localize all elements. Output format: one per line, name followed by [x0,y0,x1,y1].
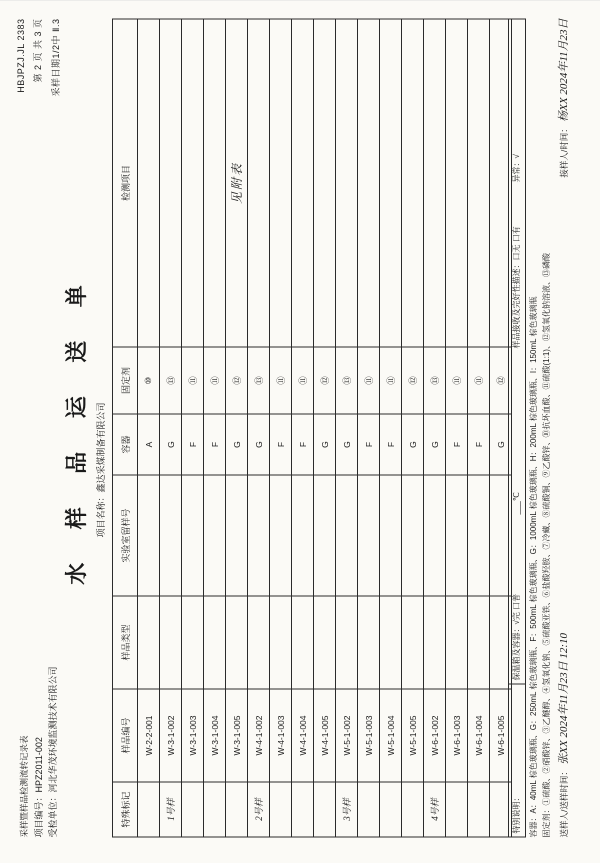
cell-container: G [424,414,446,475]
table-row [402,19,424,837]
cell-sample-no: W-5-1-004 [380,689,402,782]
cell-sample-type [336,596,358,689]
table-row [358,19,380,837]
table-row [204,19,226,837]
cell-sample-type [424,596,446,689]
client-name: 受检单位：河北华茂环境监测技术有限公司 [48,665,58,837]
cell-mark: 3号样 [336,782,358,837]
cell-lab-sample [292,475,314,596]
cell-sample-no: W-5-1-003 [358,689,380,782]
cell-mark: 1号样 [160,782,182,837]
cell-items [248,19,270,347]
cell-items [314,19,336,347]
signature-row [557,18,573,837]
receiver-value: 杨XX 2024年11月23日 [557,18,570,122]
table-row [314,19,336,837]
cell-items [204,19,226,347]
cell-items [138,19,160,347]
cell-lab-sample [138,475,160,596]
cell-fixative: ⑪ [182,347,204,414]
cell-sample-type [468,596,490,689]
table-row [380,19,402,837]
project-code: 项目编号：HPZ2011-002 [34,736,44,837]
record-title: 采样暨样品检测流转记录表 [19,734,29,837]
cell-mark: 4号样 [424,782,446,837]
cell-lab-sample [314,475,336,596]
cell-mark [204,782,226,837]
sample-count-label: 采样日期1/2中 Ⅱ.3 [51,18,61,96]
cell-mark [314,782,336,837]
cell-fixative: ⑪ [358,347,380,414]
cell-fixative: ⑪ [204,347,226,414]
cell-sample-no: W-6-1-005 [490,689,512,782]
sender-label: 送样人/送样时间： [558,766,569,837]
cell-sample-no: W-3-1-004 [204,689,226,782]
table-body [138,19,512,837]
cell-container: G [336,414,358,475]
cell-mark [182,782,204,837]
cell-mark [380,782,402,837]
cell-container: G [314,414,336,475]
table-row [182,19,204,837]
cell-items [380,19,402,347]
cell-items [270,19,292,347]
sender-block [557,632,573,837]
cell-items [182,19,204,347]
cell-items [358,19,380,347]
cell-fixative: ⑫ [226,347,248,414]
form-code: HBJPZJ.JL 2383 [16,18,26,93]
page-label: 第 2 页 共 3 页 [33,18,43,83]
cell-container: F [270,414,292,475]
cell-mark [226,782,248,837]
cell-container: F [446,414,468,475]
cell-sample-no: W-3-1-002 [160,689,182,782]
cell-mark [468,782,490,837]
cell-sample-no: W-4-1-002 [248,689,270,782]
project-name: 项目名称：鑫达采煤制备有限公司 [96,401,106,537]
cell-fixative: ⑬ [248,347,270,414]
cell-fixative: ⑫ [402,347,424,414]
col-sample-type: 样品类型 [113,596,138,689]
table-row [138,19,160,837]
cell-fixative: ⑫ [314,347,336,414]
cell-container: F [380,414,402,475]
cell-sample-no: W-3-1-005 [226,689,248,782]
col-sample-no: 样品编号 [113,689,138,782]
cell-mark [270,782,292,837]
cell-sample-no: W-6-1-004 [468,689,490,782]
table-row [336,19,358,837]
cell-fixative: ⑪ [468,347,490,414]
cell-sample-type [380,596,402,689]
cell-items [424,19,446,347]
transport-temp: ___℃ [512,491,521,514]
cell-mark [446,782,468,837]
table-row [248,19,270,837]
transport-condition: 保温箱及容器：√完 口普 [512,593,521,680]
cell-fixative: ⑪ [380,347,402,414]
cell-lab-sample [380,475,402,596]
cell-sample-no: W-3-1-003 [182,689,204,782]
cell-items: 见附表 [226,19,248,347]
cell-container: G [490,414,512,475]
special-note-row [508,18,526,837]
cell-fixative: ⑩ [138,347,160,414]
cell-sample-no: W-4-1-005 [314,689,336,782]
cell-lab-sample [336,475,358,596]
cell-container: F [182,414,204,475]
cell-container: A [138,414,160,475]
cell-mark: 2号样 [248,782,270,837]
footer-notes [508,18,573,837]
cell-lab-sample [182,475,204,596]
receiver-label: 接样人/时间： [558,123,569,178]
cell-lab-sample [270,475,292,596]
cell-sample-no: W-5-1-005 [402,689,424,782]
cell-fixative: ⑪ [270,347,292,414]
cell-sample-type [160,596,182,689]
cell-sample-type [248,596,270,689]
cell-container: G [402,414,424,475]
page-title: 水 样 品 运 送 单 [64,270,89,585]
cell-lab-sample [226,475,248,596]
table-row [292,19,314,837]
fixative-legend: 固定剂：①硫酸、②硝酸锌、③乙醚醇、④氢氧化钠、⑤硫酸亚铁、⑥盐酸羟胺、⑦冷藏、⑧硫酸铜、⑨乙酸锌、⑩抗坏血酸、⑪硫酸(1:1)、⑫氢氧化钠溶液、⑬磷酸 [542,252,552,837]
receiver-block [557,18,573,177]
cell-sample-type [138,596,160,689]
cell-fixative: ⑬ [160,347,182,414]
cell-items [402,19,424,347]
cell-items [292,19,314,347]
table-row [468,19,490,837]
cell-sample-type [446,596,468,689]
cell-sample-no: W-4-1-003 [270,689,292,782]
table-row [226,19,248,837]
cell-fixative: ⑪ [446,347,468,414]
col-items: 检测项目 [113,19,138,347]
cell-container: F [468,414,490,475]
cell-sample-type [358,596,380,689]
cell-container: F [292,414,314,475]
col-fixative: 固定剂 [113,347,138,414]
cell-sample-no: W-2-2-001 [138,689,160,782]
cell-sample-no: W-4-1-004 [292,689,314,782]
cell-sample-type [270,596,292,689]
cell-lab-sample [468,475,490,596]
cell-lab-sample [204,475,226,596]
cell-fixative: ⑫ [490,347,512,414]
cell-container: G [248,414,270,475]
table-row [270,19,292,837]
sample-status-value: 异常：√ [512,153,521,182]
sender-value: 张XX 2024年11月23日 12:10 [557,632,570,765]
cell-items [446,19,468,347]
cell-items [336,19,358,347]
col-lab-sample: 实验室留样号 [113,475,138,596]
cell-sample-type [402,596,424,689]
table-row [424,19,446,837]
table-header-row [113,19,138,837]
cell-container: F [358,414,380,475]
col-mark: 特殊标记 [113,782,138,837]
cell-sample-no: W-5-1-002 [336,689,358,782]
cell-sample-type [182,596,204,689]
cell-lab-sample [424,475,446,596]
cell-mark [358,782,380,837]
cell-sample-no: W-6-1-003 [446,689,468,782]
cell-sample-type [314,596,336,689]
cell-fixative: ⑬ [336,347,358,414]
cell-container: G [226,414,248,475]
special-note-label: 特别说明： [509,683,525,836]
cell-mark [402,782,424,837]
cell-sample-type [292,596,314,689]
cell-container: G [160,414,182,475]
table-row [160,19,182,837]
col-container: 容器 [113,414,138,475]
sample-table [112,18,512,837]
cell-sample-type [226,596,248,689]
cell-items [160,19,182,347]
cell-sample-no: W-6-1-002 [424,689,446,782]
container-legend: 容器：A：40mL 棕色玻璃瓶、G：250mL 棕色玻璃瓶、F：500mL 棕色玻璃瓶、G：1000mL 棕色玻璃瓶、H：200mL 棕色玻璃瓶、I：150mL 棕色玻璃瓶 [528,296,538,837]
cell-container: F [204,414,226,475]
cell-lab-sample [248,475,270,596]
cell-lab-sample [358,475,380,596]
sample-status: 样品接收及完好性描述：口无 口有 [512,225,521,348]
cell-fixative: ⑬ [424,347,446,414]
cell-fixative: ⑪ [292,347,314,414]
table-row [446,19,468,837]
cell-lab-sample [446,475,468,596]
cell-sample-type [204,596,226,689]
cell-mark [292,782,314,837]
cell-lab-sample [402,475,424,596]
cell-mark [138,782,160,837]
cell-items [468,19,490,347]
cell-lab-sample [160,475,182,596]
